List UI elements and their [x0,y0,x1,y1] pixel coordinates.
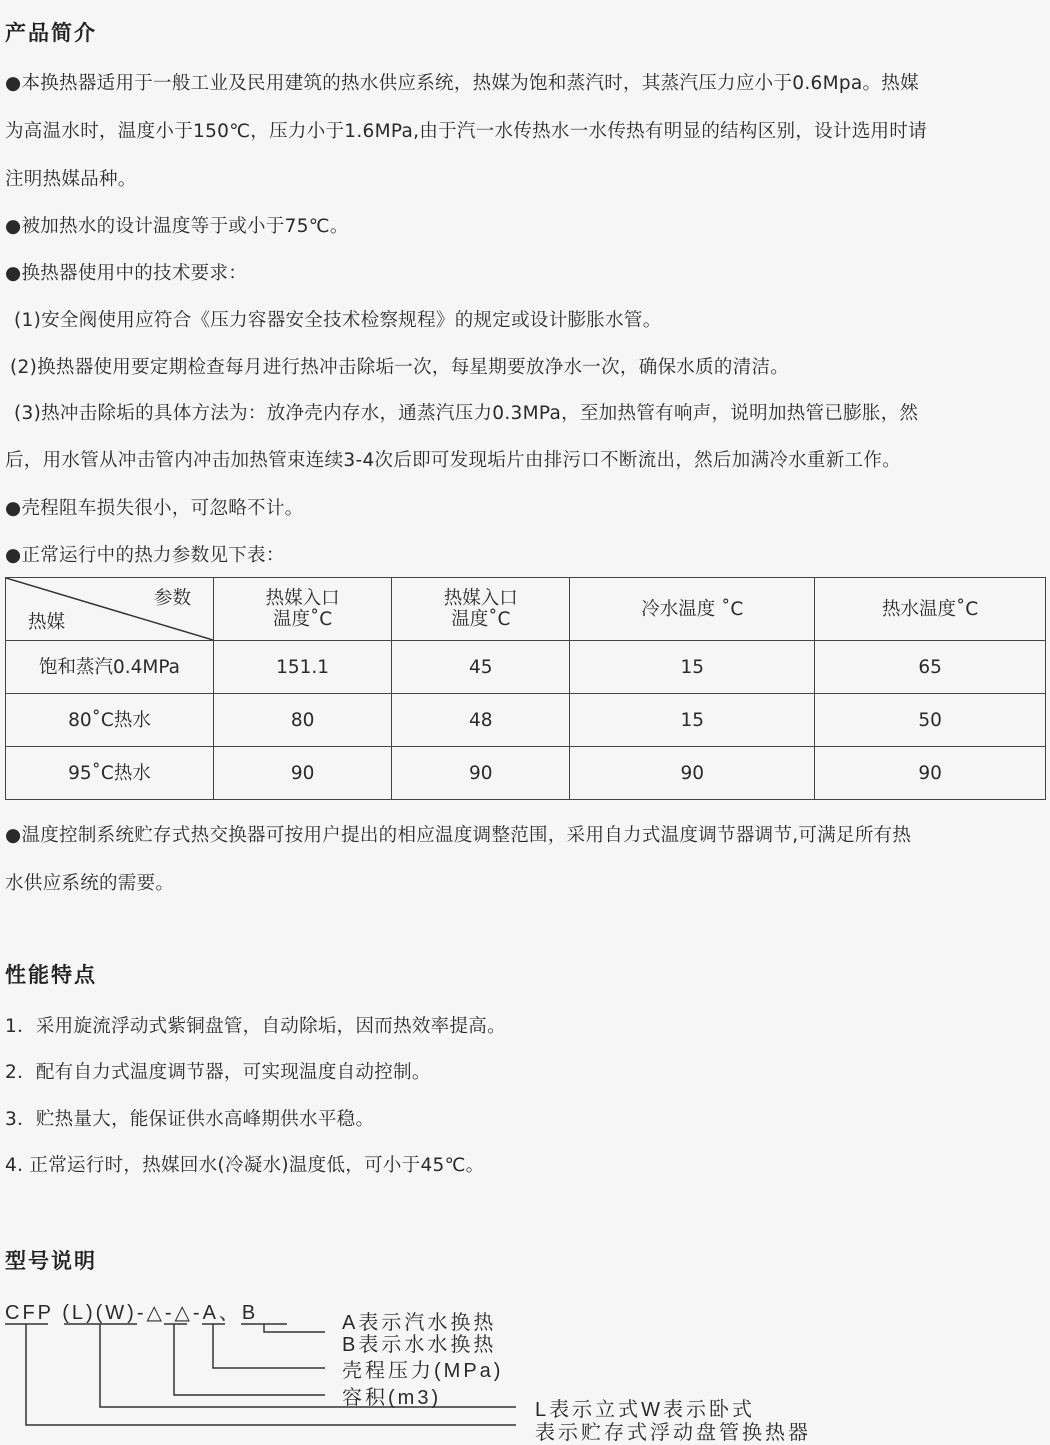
paragraph-line: ●壳程阻车损失很小，可忽略不计。 [5,498,304,519]
table-cell: 90 [392,747,570,800]
paragraph-line: ●温度控制系统贮存式热交换器可按用户提出的相应温度调整范围，采用自力式温度调节器调节,可满足所有热 [5,825,912,846]
table-cell: 80˚C热水 [6,694,214,747]
header-cell: 热媒入口 温度˚C [214,578,392,641]
paragraph-line: ●本换热器适用于一般工业及民用建筑的热水供应系统，热媒为饱和蒸汽时，其蒸汽压力应小于0.6Mpa。热媒 [5,73,919,94]
paragraph-line: (3)热冲击除垢的具体方法为：放净壳内存水，通蒸汽压力0.3MPa，至加热管有响声，说明加热管已膨胀，然 [14,403,919,424]
feature-item: 4. 正常运行时，热媒回水(冷凝水)温度低，可小于45℃。 [5,1155,485,1176]
table-cell: 15 [570,694,815,747]
header-cell: 热媒入口 温度˚C [392,578,570,641]
model-label-b: B表示水水换热 [342,1334,497,1356]
table-cell: 95˚C热水 [6,747,214,800]
header-cell: 冷水温度 ˚C [570,578,815,641]
table-cell: 90 [815,747,1046,800]
table-cell: 48 [392,694,570,747]
model-code: CFP (L)(W)-△-△-A、B [5,1302,259,1324]
paragraph-line: ●正常运行中的热力参数见下表： [5,545,285,566]
feature-item: 2．配有自力式温度调节器，可实现温度自动控制。 [5,1062,431,1083]
table-cell: 80 [214,694,392,747]
corner-label-medium: 热媒 [28,612,66,633]
table-cell: 90 [214,747,392,800]
paragraph-line: ●换热器使用中的技术要求： [5,263,248,284]
table-cell: 15 [570,641,815,694]
feature-item: 3．贮热量大，能保证供水高峰期供水平稳。 [5,1109,375,1130]
corner-label-params: 参数 [153,588,191,609]
table-cell: 50 [815,694,1046,747]
intro-title: 产品简介 [5,21,97,45]
table-cell: 饱和蒸汽0.4MPa [6,641,214,694]
paragraph-line: 注明热媒品种。 [5,169,137,190]
table-cell: 45 [392,641,570,694]
paragraph-line: 为高温水时，温度小于150℃，压力小于1.6MPa,由于汽一水传热水一水传热有明显的结构区别，设计选用时请 [5,121,927,142]
header-cell: 热水温度˚C [815,578,1046,641]
paragraph-line: 水供应系统的需要。 [5,873,175,894]
model-title: 型号说明 [5,1249,97,1273]
features-title: 性能特点 [5,963,97,987]
model-label-volume: 容积(m3) [342,1387,442,1409]
table-cell: 90 [570,747,815,800]
model-label-type: 表示贮存式浮动盘管换热器 [535,1422,811,1444]
table-cell: 151.1 [214,641,392,694]
paragraph-line: (2)换热器使用要定期检查每月进行热冲击除垢一次，每星期要放净水一次，确保水质的清洁。 [10,357,790,378]
paragraph-line: ●被加热水的设计温度等于或小于75℃。 [5,216,349,237]
model-label-a: A表示汽水换热 [342,1312,497,1334]
paragraph-line: (1)安全阀使用应符合《压力容器安全技术检察规程》的规定或设计膨胀水管。 [14,310,662,331]
table-cell: 65 [815,641,1046,694]
feature-item: 1．采用旋流浮动式紫铜盘管，自动除垢，因而热效率提高。 [5,1016,506,1037]
model-label-pressure: 壳程压力(MPa) [342,1360,504,1382]
model-label-orientation: L表示立式W表示卧式 [535,1399,755,1421]
paragraph-line: 后，用水管从冲击管内冲击加热管束连续3-4次后即可发现垢片由排污口不断流出，然后加满冷水重新工作。 [5,450,901,471]
